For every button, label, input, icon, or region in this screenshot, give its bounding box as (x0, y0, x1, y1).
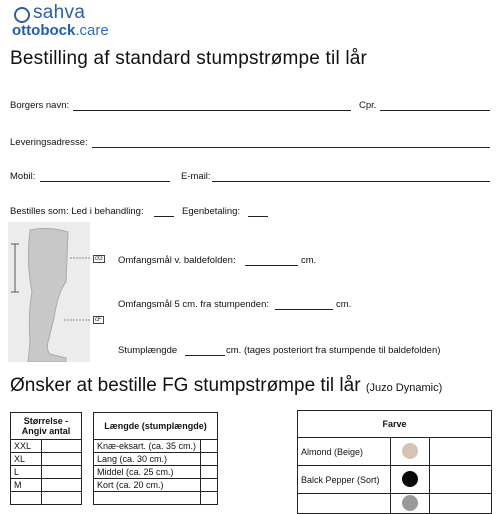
size-qty-input[interactable] (42, 492, 82, 505)
length-header: Længde (stumplængde) (94, 413, 218, 440)
bestilles-label: Bestilles som: Led i behandling: (10, 206, 144, 217)
color-table (297, 410, 492, 514)
cg-marker: cG (95, 256, 103, 262)
m1-unit: cm. (301, 255, 317, 266)
table-row: M (11, 479, 82, 492)
mobil-label: Mobil: (10, 171, 36, 182)
borger-field[interactable] (73, 110, 351, 111)
logo-ottobock: ottobock.care (12, 22, 109, 39)
size-header: Størrelse - Angiv antal (11, 413, 82, 440)
length-check[interactable] (201, 440, 218, 453)
m2-unit: cm. (336, 299, 352, 310)
egen-label: Egenbetaling: (182, 206, 241, 217)
size-table (10, 412, 82, 505)
logo-sahva: sahva (33, 2, 86, 23)
levering-label: Leveringsadresse: (10, 137, 88, 148)
table-row: XL (11, 453, 82, 466)
cf-marker: cF (95, 317, 102, 323)
table-row: Kort (ca. 20 cm.) (94, 479, 218, 492)
order-subtitle: Ønsker at bestille FG stumpstrømpe til lår (Juzo Dynamic) (10, 375, 443, 396)
table-row: Almond (Beige) (298, 438, 492, 466)
page-title: Bestilling af standard stumpstrømpe til lår (10, 48, 368, 69)
length-check[interactable] (201, 479, 218, 492)
m3-label: Stumplængde (118, 345, 178, 356)
table-row (94, 492, 218, 505)
borger-label: Borgers navn: (10, 100, 70, 111)
table-row: Knæ-eksart. (ca. 35 cm.) (94, 440, 218, 453)
leg-diagram (8, 222, 90, 362)
m2-field[interactable] (275, 309, 333, 310)
color-check[interactable] (430, 466, 492, 494)
length-check[interactable] (201, 466, 218, 479)
table-row (11, 492, 82, 505)
length-check[interactable] (201, 453, 218, 466)
table-row: Lang (ca. 30 cm.) (94, 453, 218, 466)
table-row (298, 494, 492, 514)
size-qty-input[interactable] (42, 466, 82, 479)
egen-field[interactable] (248, 216, 268, 217)
behandling-field[interactable] (154, 216, 174, 217)
color-check[interactable] (430, 494, 492, 514)
table-row: Middel (ca. 25 cm.) (94, 466, 218, 479)
cpr-field[interactable] (380, 110, 490, 111)
m1-label: Omfangsmål v. baldefolden: (118, 255, 236, 266)
size-qty-input[interactable] (42, 453, 82, 466)
color-check[interactable] (430, 438, 492, 466)
m3-unit: cm. (tages posteriort fra stumpende til baldefolden) (226, 345, 441, 356)
table-row: XXL (11, 440, 82, 453)
mobil-field[interactable] (40, 181, 170, 182)
color-header: Farve (298, 411, 492, 438)
length-table (93, 412, 218, 505)
black-pepper-swatch (402, 471, 418, 487)
levering-field[interactable] (92, 147, 490, 148)
m1-field[interactable] (245, 265, 298, 266)
table-row: L (11, 466, 82, 479)
size-qty-input[interactable] (42, 479, 82, 492)
email-label: E-mail: (181, 171, 211, 182)
grey-swatch (402, 495, 418, 511)
table-row: Balck Pepper (Sort) (298, 466, 492, 494)
almond-swatch (402, 443, 418, 459)
size-qty-input[interactable] (42, 440, 82, 453)
email-field[interactable] (212, 181, 490, 182)
leg-illustration-icon (8, 222, 90, 362)
cpr-label: Cpr. (359, 100, 377, 111)
m3-field[interactable] (185, 355, 225, 356)
m2-label: Omfangsmål 5 cm. fra stumpenden: (118, 299, 270, 310)
length-check[interactable] (201, 492, 218, 505)
